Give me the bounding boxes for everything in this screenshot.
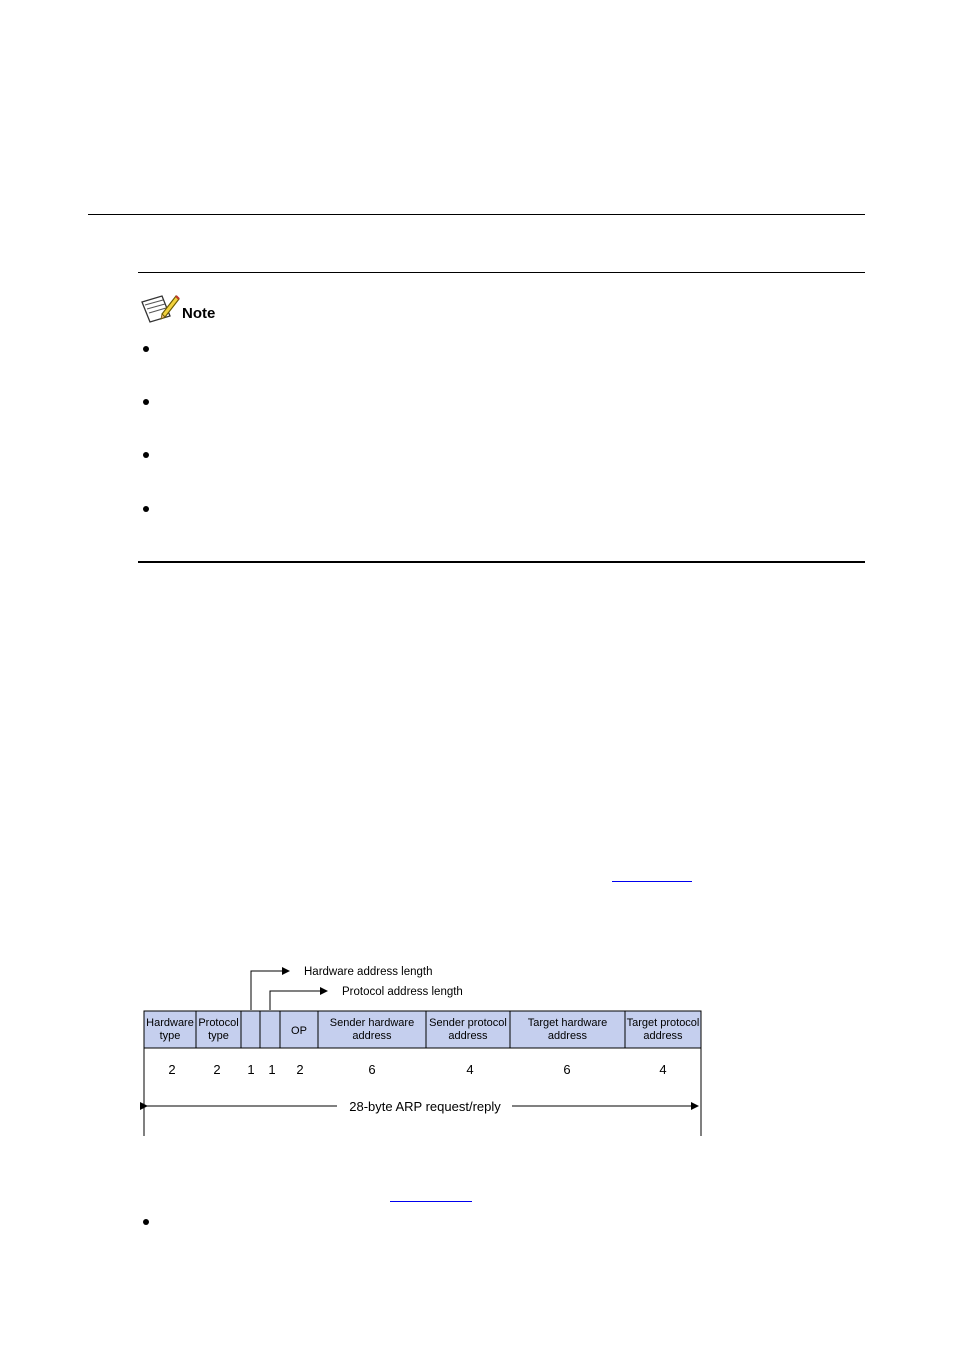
proto-len-label: Protocol address length <box>342 986 463 998</box>
field-size-1: 2 <box>213 1062 221 1077</box>
figure-link-2[interactable] <box>390 1201 472 1202</box>
field-size-3: 1 <box>268 1062 276 1077</box>
total-length-label: 28-byte ARP request/reply <box>349 1099 501 1114</box>
field-cell-2 <box>241 1011 260 1048</box>
proto-len-pointer <box>270 991 327 1010</box>
field-label-line2-5: address <box>352 1030 392 1042</box>
note-label: Note <box>182 305 216 322</box>
field-label-line2-8: address <box>643 1030 683 1042</box>
field-label-5: Sender hardware <box>329 1017 415 1029</box>
field-label-4: OP <box>291 1025 307 1037</box>
hw-len-label: Hardware address length <box>304 966 433 978</box>
field-cell-3 <box>260 1011 280 1048</box>
field-size-8: 4 <box>659 1062 667 1077</box>
field-label-line2-0: type <box>159 1030 181 1042</box>
field-size-6: 4 <box>466 1062 474 1077</box>
field-label-1: Protocol <box>198 1017 239 1029</box>
field-label-line2-6: address <box>448 1030 488 1042</box>
field-label-7: Target hardware <box>527 1017 608 1029</box>
field-label-6: Sender protocol <box>429 1017 507 1029</box>
field-size-2: 1 <box>247 1062 255 1077</box>
field-size-4: 2 <box>296 1062 304 1077</box>
field-label-8: Target protocol <box>626 1017 700 1029</box>
field-label-0: Hardware <box>146 1017 194 1029</box>
body-bullet <box>143 1219 149 1225</box>
field-label-line2-7: address <box>547 1030 588 1042</box>
field-label-line2-1: type <box>208 1030 229 1042</box>
field-size-0: 2 <box>168 1062 176 1077</box>
field-size-5: 6 <box>368 1062 376 1077</box>
field-size-7: 6 <box>563 1062 571 1077</box>
